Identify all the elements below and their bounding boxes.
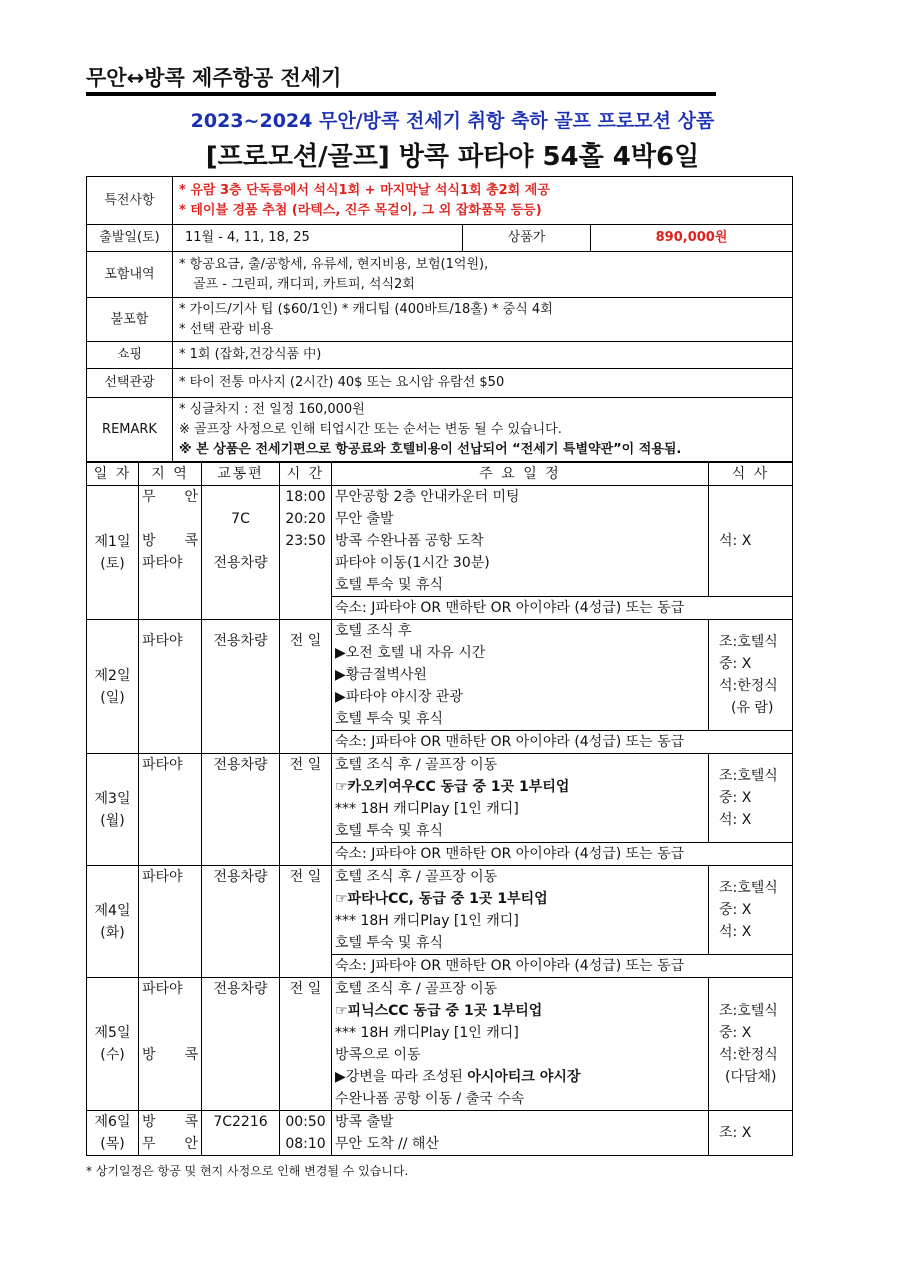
day3-meal-1: 조:호텔식 xyxy=(719,768,778,784)
day5-region-4: 방 콕 xyxy=(142,1047,198,1063)
schedule-header-row xyxy=(87,463,793,486)
remark-line-2: ※ 골프장 사정으로 인해 티업시간 또는 순서는 변동 될 수 있습니다. xyxy=(179,421,562,437)
title-underline xyxy=(86,92,716,96)
day5-item-5-text: ▶강변을 따라 조성된 xyxy=(335,1069,468,1085)
shopping-row xyxy=(87,342,793,369)
exclude-line-1: * 가이드/기사 팁 ($60/1인) * 캐디팁 (400바트/18홀) * 중식 4회 xyxy=(179,301,553,317)
day1-item-5: 호텔 투숙 및 휴식 xyxy=(335,577,444,593)
day3-label: 제3일 xyxy=(94,790,131,807)
day4-item-4: 호텔 투숙 및 휴식 xyxy=(335,935,444,951)
day4-meal-3: 석: X xyxy=(719,924,752,940)
day6-time-1: 00:50 xyxy=(285,1114,326,1130)
day2-item-2: ▶오전 호텔 내 자유 시간 xyxy=(335,645,486,661)
day2-item-1: 호텔 조식 후 xyxy=(335,623,412,639)
day2-row xyxy=(87,620,793,731)
day1-transport-3 xyxy=(205,530,276,552)
day6-item-1: 방콕 출발 xyxy=(335,1114,394,1130)
departure-row xyxy=(87,225,793,252)
day4-weekday: (화) xyxy=(100,924,125,941)
include-cell xyxy=(173,252,793,298)
day5-item-3: *** 18H 캐디Play [1인 캐디] xyxy=(335,1025,519,1041)
day4-time: 전 일 xyxy=(280,866,332,978)
day5-date xyxy=(87,978,139,1111)
day4-region: 파타야 xyxy=(139,866,202,978)
day1-item-4: 파타야 이동(1시간 30분) xyxy=(335,555,490,571)
day4-meal-1: 조:호텔식 xyxy=(719,880,778,896)
day2-time xyxy=(280,620,332,754)
day5-itinerary xyxy=(332,978,709,1111)
day6-itinerary xyxy=(332,1111,709,1156)
remark-line-3: ※ 본 상품은 전세기편으로 항공료와 호텔비용이 선납되어 “전세기 특별약관”이 적용됨. xyxy=(179,441,682,457)
day5-region xyxy=(139,978,202,1111)
day1-item-2: 무안 출발 xyxy=(335,511,394,527)
day4-date xyxy=(87,866,139,978)
day6-time xyxy=(280,1111,332,1156)
optional-tour-value: * 타이 전통 마사지 (2시간) 40$ 또는 요시암 유람선 $50 xyxy=(173,369,793,398)
day6-region-1: 방 콕 xyxy=(142,1114,198,1130)
remark-line-1: * 싱글차지 : 전 일정 160,000원 xyxy=(179,401,365,417)
day2-meal-1: 조:호텔식 xyxy=(719,634,778,650)
day5-item-4: 방콕으로 이동 xyxy=(335,1047,421,1063)
day5-item-1: 호텔 조식 후 / 골프장 이동 xyxy=(335,981,498,997)
day1-row xyxy=(87,486,793,597)
day3-weekday: (월) xyxy=(100,812,125,829)
day5-region-3 xyxy=(142,1022,198,1044)
day1-meal xyxy=(709,486,793,597)
day4-meal-2: 중: X xyxy=(719,902,752,918)
day1-meal-1: 석: X xyxy=(719,533,752,549)
price-value: 890,000원 xyxy=(591,225,793,252)
day5-meal-2: 중: X xyxy=(719,1025,752,1041)
day4-label: 제4일 xyxy=(94,902,131,919)
day2-lodging: 숙소: J파타야 OR 맨하탄 OR 아이야라 (4성급) 또는 동급 xyxy=(332,731,793,754)
special-line-2: * 테이블 경품 추첨 (라텍스, 진주 목걸이, 그 외 잡화품목 등등) xyxy=(179,202,542,218)
exclude-label: 불포함 xyxy=(87,298,173,342)
special-cell xyxy=(173,177,793,225)
day3-region: 파타야 xyxy=(139,754,202,866)
remark-row xyxy=(87,398,793,462)
day6-time-2: 08:10 xyxy=(285,1136,326,1152)
day2-transport xyxy=(202,620,280,754)
day6-row xyxy=(87,1111,793,1156)
day2-item-4: ▶파타야 야시장 관광 xyxy=(335,689,463,705)
day1-region-4: 파타야 xyxy=(142,555,183,571)
day4-transport: 전용차량 xyxy=(202,866,280,978)
price-label: 상품가 xyxy=(463,225,591,252)
day3-meal xyxy=(709,754,793,843)
day1-lodging: 숙소: J파타야 OR 맨하탄 OR 아이야라 (4성급) 또는 동급 xyxy=(332,597,793,620)
day6-label: 제6일 xyxy=(94,1114,131,1130)
day2-region xyxy=(139,620,202,754)
day5-item-6: 수완나폼 공항 이동 / 출국 수속 xyxy=(335,1091,525,1107)
day4-row xyxy=(87,866,793,955)
day5-region-1: 파타야 xyxy=(142,981,183,997)
day2-meal-3: 석:한정식 xyxy=(719,678,778,694)
day2-meal-4: (유 람) xyxy=(731,700,774,716)
exclude-cell xyxy=(173,298,793,342)
day3-date xyxy=(87,754,139,866)
day5-region-2 xyxy=(142,1000,198,1022)
day1-region-2 xyxy=(142,508,198,530)
optional-tour-label: 선택관광 xyxy=(87,369,173,398)
day3-time: 전 일 xyxy=(280,754,332,866)
day2-item-5: 호텔 투숙 및 휴식 xyxy=(335,711,444,727)
day5-meal xyxy=(709,978,793,1111)
day5-item-2: ☞피닉스CC 동급 중 1곳 1부티업 xyxy=(335,1003,543,1019)
header-day: 일 자 xyxy=(87,463,139,486)
day1-region-1: 무 안 xyxy=(142,489,198,505)
departure-label: 출발일(토) xyxy=(87,225,173,252)
include-label: 포함내역 xyxy=(87,252,173,298)
remark-cell xyxy=(173,398,793,462)
header-region: 지 역 xyxy=(139,463,202,486)
day4-item-3: *** 18H 캐디Play [1인 캐디] xyxy=(335,913,519,929)
day3-item-3: *** 18H 캐디Play [1인 캐디] xyxy=(335,801,519,817)
day2-date xyxy=(87,620,139,754)
day2-itinerary xyxy=(332,620,709,731)
day1-transport-4: 전용차량 xyxy=(213,555,268,571)
shopping-label: 쇼핑 xyxy=(87,342,173,369)
day1-date xyxy=(87,486,139,620)
include-line-1: * 항공요금, 출/공항세, 유류세, 현지비용, 보험(1억원), xyxy=(179,256,489,272)
day2-label: 제2일 xyxy=(94,667,131,684)
day2-meal xyxy=(709,620,793,731)
day5-meal-3: 석:한정식 xyxy=(719,1047,778,1063)
optional-tour-row xyxy=(87,369,793,398)
day1-time xyxy=(280,486,332,620)
exclude-row xyxy=(87,298,793,342)
day1-region xyxy=(139,486,202,620)
day4-lodging: 숙소: J파타야 OR 맨하탄 OR 아이야라 (4성급) 또는 동급 xyxy=(332,955,793,978)
day1-item-1: 무안공항 2층 안내카운터 미팅 xyxy=(335,489,520,505)
day5-item-5-bold: 아시아티크 야시장 xyxy=(467,1069,581,1085)
day6-weekday: (목) xyxy=(100,1136,125,1152)
day5-transport: 전용차량 xyxy=(202,978,280,1111)
day3-meal-3: 석: X xyxy=(719,812,752,828)
day2-transport-1: 전용차량 xyxy=(213,633,268,649)
day4-item-2: ☞파타나CC, 동급 중 1곳 1부티업 xyxy=(335,891,548,907)
day3-row xyxy=(87,754,793,843)
day1-transport-2: 7C xyxy=(231,511,250,527)
include-line-2: 골프 - 그린피, 캐디피, 카트피, 석식2회 xyxy=(193,276,415,292)
day1-transport-1 xyxy=(205,486,276,508)
day2-region-1: 파타야 xyxy=(142,633,183,649)
day5-meal-1: 조:호텔식 xyxy=(719,1003,778,1019)
day5-label: 제5일 xyxy=(94,1025,131,1041)
footer-note: * 상기일정은 항공 및 현지 사정으로 인해 변경될 수 있습니다. xyxy=(86,1164,409,1178)
day1-time-2: 20:20 xyxy=(285,511,326,527)
day3-item-1: 호텔 조식 후 / 골프장 이동 xyxy=(335,757,498,773)
include-row xyxy=(87,252,793,298)
promo-subtitle: 2023~2024 무안/방콕 전세기 취항 축하 골프 프로모션 상품 xyxy=(190,110,715,132)
day6-transport: 7C2216 xyxy=(202,1111,280,1156)
day4-itinerary xyxy=(332,866,709,955)
day6-region-2: 무 안 xyxy=(142,1136,198,1152)
day6-region xyxy=(139,1111,202,1156)
shopping-value: * 1회 (잡화,건강식품 中) xyxy=(173,342,793,369)
day5-time: 전 일 xyxy=(280,978,332,1111)
departure-value: 11월 - 4, 11, 18, 25 xyxy=(173,225,463,252)
day1-item-3: 방콕 수완나폼 공항 도착 xyxy=(335,533,484,549)
header-transport: 교통편 xyxy=(202,463,280,486)
day5-meal-4: (다담채) xyxy=(725,1069,777,1085)
day2-meal-2: 중: X xyxy=(719,656,752,672)
header-meal: 식 사 xyxy=(709,463,793,486)
day2-time-1: 전 일 xyxy=(289,633,322,649)
exclude-line-2: * 선택 관광 비용 xyxy=(179,321,274,337)
day3-item-2: ☞카오키여우CC 동급 중 1곳 1부티업 xyxy=(335,779,570,795)
day5-weekday: (수) xyxy=(100,1047,125,1063)
header-time: 시 간 xyxy=(280,463,332,486)
day1-transport xyxy=(202,486,280,620)
day1-label: 제1일 xyxy=(94,533,131,550)
day6-meal xyxy=(709,1111,793,1156)
document-title: 무안↔방콕 제주항공 전세기 xyxy=(86,66,342,90)
day5-item-5 xyxy=(335,1066,705,1088)
day3-item-4: 호텔 투숙 및 휴식 xyxy=(335,823,444,839)
day4-item-1: 호텔 조식 후 / 골프장 이동 xyxy=(335,869,498,885)
day4-meal xyxy=(709,866,793,955)
day1-weekday: (토) xyxy=(100,555,125,572)
special-label: 특전사항 xyxy=(87,177,173,225)
day1-time-3: 23:50 xyxy=(285,533,326,549)
day2-weekday: (일) xyxy=(100,689,125,706)
day6-date xyxy=(87,1111,139,1156)
header-itinerary: 주 요 일 정 xyxy=(332,463,709,486)
day1-time-1: 18:00 xyxy=(285,489,326,505)
day1-itinerary xyxy=(332,486,709,597)
schedule-table xyxy=(86,462,793,1156)
remark-label: REMARK xyxy=(87,398,173,462)
special-row xyxy=(87,177,793,225)
day3-itinerary xyxy=(332,754,709,843)
day1-region-3: 방 콕 xyxy=(142,533,198,549)
day3-meal-2: 중: X xyxy=(719,790,752,806)
product-title: [프로모션/골프] 방콕 파타야 54홀 4박6일 xyxy=(205,142,700,172)
day6-item-2: 무안 도착 // 해산 xyxy=(335,1136,439,1152)
day3-lodging: 숙소: J파타야 OR 맨하탄 OR 아이야라 (4성급) 또는 동급 xyxy=(332,843,793,866)
special-line-1: * 유람 3층 단독룸에서 석식1회 + 마지막날 석식1회 총2회 제공 xyxy=(179,182,550,198)
day2-item-3: ▶황금절벽사원 xyxy=(335,667,427,683)
product-info-table xyxy=(86,176,793,462)
day5-row xyxy=(87,978,793,1111)
day6-meal-1: 조: X xyxy=(719,1125,752,1141)
day3-transport: 전용차량 xyxy=(202,754,280,866)
